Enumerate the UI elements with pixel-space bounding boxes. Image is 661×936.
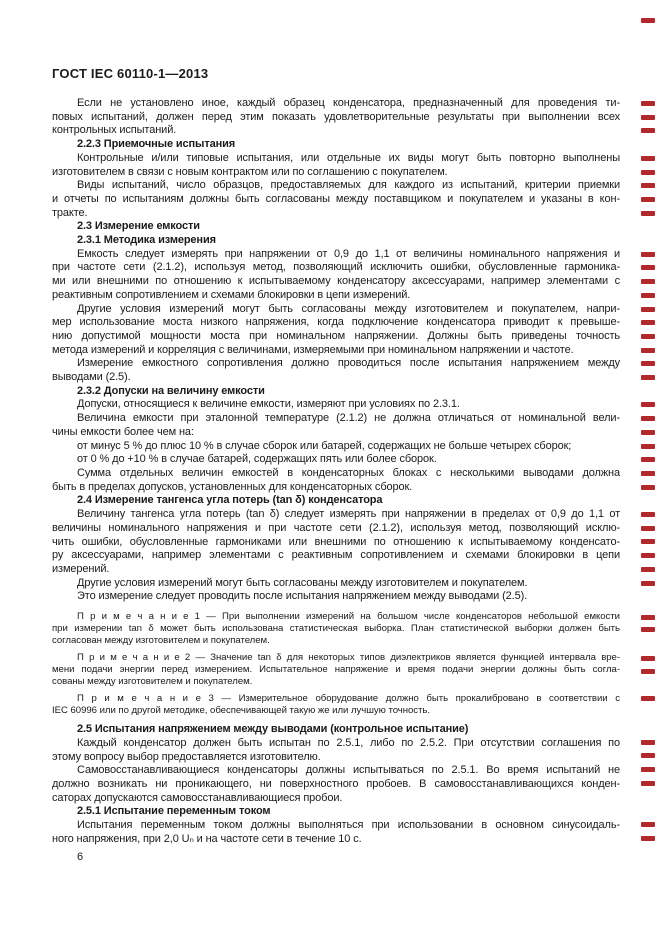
section-heading bbox=[52, 220, 620, 234]
text-line: при частоте сети (2.1.2), используя метод, позволяющий исключить ошибки, обусловленные гармоника- bbox=[52, 261, 620, 274]
red-margin-mark bbox=[641, 361, 655, 366]
text-line: должно возникать ни проникающего, ни поверхностного пробоев. В самовосстанавливающихся конден- bbox=[52, 777, 620, 790]
red-margin-mark bbox=[641, 526, 655, 531]
paragraph bbox=[52, 398, 620, 412]
text-line: Емкость следует измерять при напряжении от 0,9 до 1,1 от величины номинального напряжения и bbox=[77, 247, 620, 260]
red-margin-mark bbox=[641, 539, 655, 544]
text-line: Виды испытаний, число образцов, предоставляемых для каждого из испытаний, критерии приемки bbox=[77, 179, 620, 192]
section-heading bbox=[52, 805, 620, 819]
text-line: этому вопросу выбор предоставляется изготовителю. bbox=[52, 750, 321, 763]
text-line: 2.4 Измерение тангенса угла потерь (tan δ) конденсатора bbox=[77, 494, 383, 507]
section-heading bbox=[52, 138, 620, 152]
text-line: нию допустимой мощности моста при номинальном напряжении. Должны быть приведены точность bbox=[52, 329, 620, 342]
red-margin-mark bbox=[641, 375, 655, 380]
red-margin-mark bbox=[641, 512, 655, 517]
text-line: величины номинального напряжения и при частоте сети (2.1.2), используя метод, позволяющий исклю- bbox=[52, 521, 620, 534]
text-line: 2.3 Измерение емкости bbox=[77, 220, 200, 233]
text-line: изготовителем в связи с новым контрактом или по соглашению с покупателем. bbox=[52, 165, 448, 178]
standard-designation: ГОСТ IEC 60110-1—2013 bbox=[52, 66, 209, 81]
red-margin-mark bbox=[641, 170, 655, 175]
paragraph bbox=[52, 764, 620, 805]
red-margin-mark bbox=[641, 334, 655, 339]
note-paragraph bbox=[52, 611, 620, 648]
text-line: тракте. bbox=[52, 206, 88, 219]
red-margin-mark bbox=[641, 781, 655, 786]
red-margin-mark bbox=[641, 416, 655, 421]
red-margin-mark bbox=[641, 656, 655, 661]
text-line: выводами (2.5). bbox=[52, 371, 131, 384]
paragraph bbox=[52, 303, 620, 358]
paragraph bbox=[52, 412, 620, 439]
section-heading bbox=[52, 494, 620, 508]
red-margin-mark bbox=[641, 471, 655, 476]
red-margin-mark bbox=[641, 767, 655, 772]
paragraph bbox=[52, 179, 620, 220]
red-margin-mark bbox=[641, 444, 655, 449]
section-heading bbox=[52, 723, 620, 737]
red-margin-mark bbox=[641, 567, 655, 572]
red-margin-mark bbox=[641, 156, 655, 161]
text-line: измерений. bbox=[52, 562, 110, 575]
red-margin-mark bbox=[641, 293, 655, 298]
red-margin-mark bbox=[641, 836, 655, 841]
red-margin-mark bbox=[641, 553, 655, 558]
text-line: мер использование моста низкого напряжения, когда подключение конденсатора приводит к превыше- bbox=[52, 316, 620, 329]
red-margin-mark bbox=[641, 485, 655, 490]
text-line: согласован между изготовителем и покупателем. bbox=[52, 634, 270, 646]
text-line: 2.2.3 Приемочные испытания bbox=[77, 138, 236, 151]
text-line: Другие условия измерений могут быть согласованы между изготовителем и покупателем. bbox=[77, 576, 528, 589]
red-margin-mark bbox=[641, 101, 655, 106]
text-line: П р и м е ч а н и е 1 — При выполнении измерений на большом числе конденсаторов небольшой емкости bbox=[77, 610, 620, 622]
text-line: Сумма отдельных величин емкостей в конденсаторных блоках с несколькими выводами должна bbox=[77, 466, 620, 479]
text-line: и отчеты по испытаниям должны быть согласованы между поставщиком и покупателем и указаны в кон- bbox=[52, 192, 620, 205]
text-line: Допуски, относящиеся к величине емкости, измеряют при условиях по 2.3.1. bbox=[77, 398, 460, 411]
red-margin-mark bbox=[641, 669, 655, 674]
document-body bbox=[52, 97, 620, 846]
paragraph bbox=[52, 248, 620, 303]
red-margin-mark bbox=[641, 252, 655, 257]
paragraph bbox=[52, 467, 620, 494]
red-margin-mark bbox=[641, 402, 655, 407]
red-margin-mark bbox=[641, 211, 655, 216]
text-line: Величину тангенса угла потерь (tan δ) следует измерять при напряжении в пределах от 0,9 до 1,1 от bbox=[77, 508, 620, 521]
note-paragraph bbox=[52, 693, 620, 717]
red-margin-mark bbox=[641, 197, 655, 202]
paragraph bbox=[52, 819, 620, 846]
text-line: чины емкости более чем на: bbox=[52, 425, 194, 438]
text-line: IEC 60996 или по другой методике, обеспечивающей такую же или лучшую точность. bbox=[52, 704, 431, 716]
red-margin-mark bbox=[641, 696, 655, 701]
red-margin-mark bbox=[641, 183, 655, 188]
text-line: саторах допускаются самовосстанавливающиеся пробои. bbox=[52, 791, 343, 804]
red-margin-mark bbox=[641, 320, 655, 325]
text-line: 2.3.1 Методика измерения bbox=[77, 234, 216, 247]
text-line: Это измерение следует проводить после испытания напряжением между выводами (2.5). bbox=[77, 590, 528, 603]
paragraph bbox=[52, 97, 620, 138]
page-number: 6 bbox=[77, 851, 84, 863]
red-margin-mark bbox=[641, 128, 655, 133]
paragraph bbox=[52, 590, 620, 604]
red-margin-mark bbox=[641, 430, 655, 435]
text-line: от 0 % до +10 % в случае батарей, содержащих пять или более сборок. bbox=[77, 453, 437, 466]
text-line: П р и м е ч а н и е 3 — Измерительное оборудование должно быть прокалибровано в соответствии с bbox=[77, 692, 620, 704]
red-margin-mark bbox=[641, 581, 655, 586]
text-line: ру аксессуарами, например элементами с реактивным сопротивлением и схемами блокировки в цепи bbox=[52, 549, 620, 562]
text-line: 2.5.1 Испытание переменным током bbox=[77, 805, 271, 818]
text-line: Величина емкости при эталонной температуре (2.1.2) не должна отличаться от номинальной вели- bbox=[77, 412, 620, 425]
red-margin-mark bbox=[641, 307, 655, 312]
text-line: быть в пределах допусков, установленных для конденсаторных сборок. bbox=[52, 480, 413, 493]
text-line: Самовосстанавливающиеся конденсаторы должны испытываться по 2.5.1. Во время испытаний не bbox=[77, 764, 620, 777]
red-margin-mark bbox=[641, 457, 655, 462]
text-line: метода измерений и корреляция с величинами, измеряемыми при номинальном напряжении и частоте. bbox=[52, 343, 574, 356]
text-line: ми или внешними по отношению к испытываемому конденсатору аксессуарами, например элементами с bbox=[52, 275, 620, 288]
red-margin-mark bbox=[641, 279, 655, 284]
text-line: при измерении tan δ может быть использована статистическая выборка. План статистической выборки должен быть bbox=[52, 622, 620, 634]
red-margin-mark bbox=[641, 627, 655, 632]
text-line: сованы между изготовителем и покупателем. bbox=[52, 676, 253, 688]
section-heading bbox=[52, 234, 620, 248]
paragraph bbox=[52, 453, 620, 467]
red-margin-mark bbox=[641, 18, 655, 23]
paragraph bbox=[52, 357, 620, 384]
text-line: Каждый конденсатор должен быть испытан по 2.5.1, либо по 2.5.2. При отсутствии соглашения по bbox=[77, 736, 620, 749]
text-line: Другие условия измерений могут быть согласованы между изготовителем и покупателем, напри- bbox=[77, 302, 620, 315]
paragraph bbox=[52, 440, 620, 454]
red-margin-mark bbox=[641, 615, 655, 620]
text-line: 2.5 Испытания напряжением между выводами (контрольное испытание) bbox=[77, 723, 469, 736]
text-line: чить ошибки, обусловленные гармониками или внешними по отношению к испытываемому конденсато- bbox=[52, 535, 620, 548]
red-margin-mark bbox=[641, 753, 655, 758]
section-heading bbox=[52, 385, 620, 399]
text-line: повых испытаний, должен перед этим показать удовлетворительные результаты при выполнении всех bbox=[52, 110, 620, 123]
text-line: П р и м е ч а н и е 2 — Значение tan δ для некоторых типов диэлектриков является функцией интервала вре- bbox=[77, 651, 620, 663]
text-line: Если не установлено иное, каждый образец конденсатора, предназначенный для проведения ти- bbox=[77, 97, 620, 109]
red-margin-mark bbox=[641, 740, 655, 745]
text-line: Испытания переменным током должны выполняться при использовании в основном синусоидаль- bbox=[77, 819, 620, 832]
note-paragraph bbox=[52, 652, 620, 689]
text-line: мени подачи энергии перед измерением. Испытательное напряжение и время подачи энергии должны быть согла- bbox=[52, 663, 620, 675]
text-line: Контрольные и/или типовые испытания, или отдельные их виды могут быть повторно выполнены bbox=[77, 151, 620, 164]
paragraph bbox=[52, 737, 620, 764]
paragraph bbox=[52, 152, 620, 179]
red-margin-mark bbox=[641, 822, 655, 827]
text-line: контрольных испытаний. bbox=[52, 124, 177, 137]
red-margin-mark bbox=[641, 265, 655, 270]
text-line: от минус 5 % до плюс 10 % в случае сборок или батарей, содержащих не больше четырех сборок; bbox=[77, 439, 572, 452]
red-margin-mark bbox=[641, 115, 655, 120]
text-line: ного напряжения, при 2,0 Uₙ и на частоте сети в течение 10 с. bbox=[52, 832, 362, 845]
paragraph bbox=[52, 508, 620, 577]
text-line: реактивным сопротивлением и схемами блокировки в цепи измерений. bbox=[52, 288, 411, 301]
text-line: Измерение емкостного сопротивления должно проводиться после испытания напряжением между bbox=[77, 357, 620, 370]
red-margin-mark bbox=[641, 348, 655, 353]
paragraph bbox=[52, 577, 620, 591]
text-line: 2.3.2 Допуски на величину емкости bbox=[77, 384, 265, 397]
